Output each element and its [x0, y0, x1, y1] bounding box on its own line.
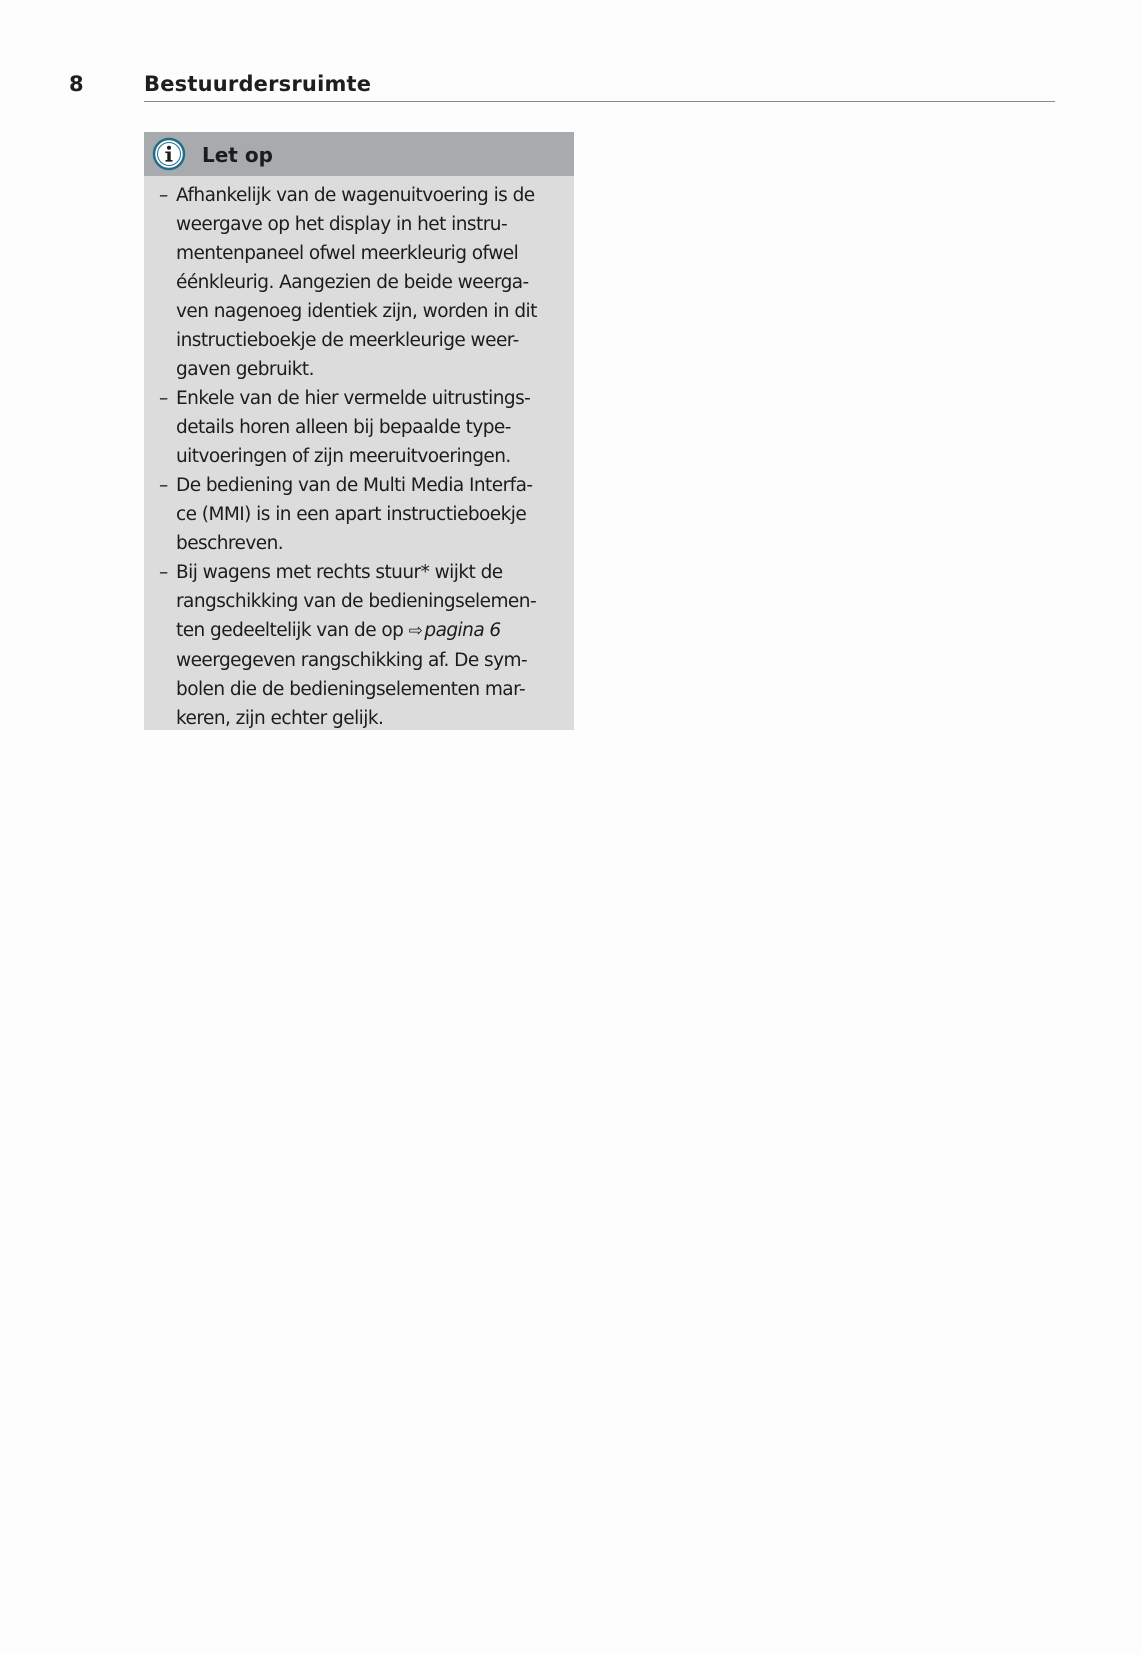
- note-line: De bediening van de Multi Media Interfa-: [176, 475, 533, 496]
- note-line: weergegeven rangschikking af. De sym-: [176, 650, 528, 671]
- header-divider: [144, 101, 1055, 102]
- list-dash: –: [159, 185, 169, 206]
- page-reference-link[interactable]: pagina 6: [424, 620, 501, 641]
- note-header: [144, 132, 574, 176]
- arrow-right-icon: ⇨: [408, 621, 423, 641]
- note-line: Enkele van de hier vermelde uitrustings-: [176, 388, 531, 409]
- page-number: 8: [69, 72, 84, 96]
- note-line: ven nagenoeg identiek zijn, worden in dit: [176, 301, 537, 322]
- note-line: Afhankelijk van de wagenuitvoering is de: [176, 185, 535, 206]
- info-icon: [152, 137, 186, 171]
- list-item: [144, 471, 574, 558]
- note-line: instructieboekje de meerkleurige weer-: [176, 330, 519, 351]
- list-item: [144, 181, 574, 384]
- note-line: details horen alleen bij bepaalde type-: [176, 417, 511, 438]
- list-dash: –: [159, 388, 169, 409]
- list-item: [144, 384, 574, 471]
- note-line: mentenpaneel ofwel meerkleurig ofwel: [176, 243, 519, 264]
- note-line-with-reference: [176, 616, 564, 646]
- list-dash: –: [159, 475, 169, 496]
- note-line: éénkleurig. Aangezien de beide weerga-: [176, 272, 529, 293]
- note-line: beschreven.: [176, 533, 284, 554]
- section-title: Bestuurdersruimte: [144, 72, 372, 96]
- note-line: rangschikking van de bedieningselemen-: [176, 591, 537, 612]
- note-line: uitvoeringen of zijn meeruitvoeringen.: [176, 446, 511, 467]
- note-line: Bij wagens met rechts stuur* wijkt de: [176, 562, 503, 583]
- note-line: ce (MMI) is in een apart instructieboekje: [176, 504, 527, 525]
- list-item: [144, 558, 574, 733]
- note-line: bolen die de bedieningselementen mar-: [176, 679, 526, 700]
- note-list: [144, 176, 574, 733]
- note-line: gaven gebruikt.: [176, 359, 314, 380]
- note-box: [144, 132, 574, 730]
- note-line: weergave op het display in het instru-: [176, 214, 508, 235]
- list-dash: –: [159, 562, 169, 583]
- note-title: Let op: [202, 143, 273, 167]
- note-line-text: ten gedeeltelijk van de op: [176, 620, 404, 641]
- note-line: keren, zijn echter gelijk.: [176, 708, 384, 729]
